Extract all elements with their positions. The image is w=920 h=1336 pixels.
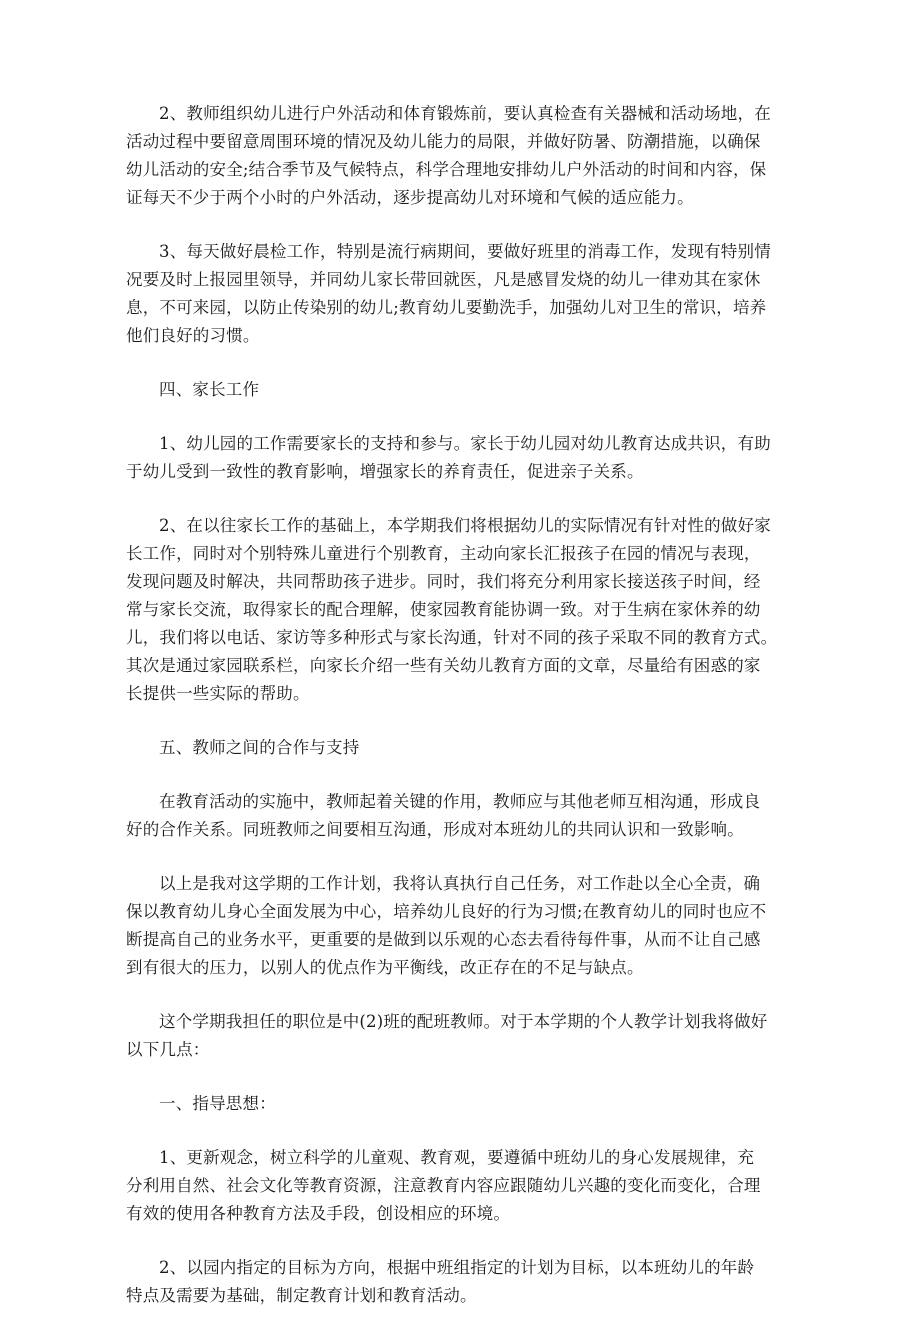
paragraph-line: 于幼儿受到一致性的教育影响，增强家长的养育责任，促进亲子关系。 (126, 462, 644, 481)
paragraph (126, 1144, 796, 1228)
paragraph-line: 息，不可来园，以防止传染别的幼儿;教育幼儿要勤洗手，加强幼儿对卫生的常识，培养 (126, 298, 767, 317)
paragraph-line: 断提高自己的业务水平，更重要的是做到以乐观的心态去看待每件事，从而不让自己感 (126, 930, 761, 949)
paragraph (126, 870, 796, 982)
paragraph-line: 发现问题及时解决，共同帮助孩子进步。同时，我们将充分利用家长接送孩子时间，经 (126, 572, 761, 591)
paragraph-line: 好的合作关系。同班教师之间要相互沟通，形成对本班幼儿的共同认识和一致影响。 (126, 820, 744, 839)
paragraph-line: 长工作，同时对个别特殊儿童进行个别教育，主动向家长汇报孩子在园的情况与表现， (126, 544, 761, 563)
paragraph-line: 证每天不少于两个小时的户外活动，逐步提高幼儿对环境和气候的适应能力。 (126, 188, 694, 207)
paragraph-line: 以上是我对这学期的工作计划，我将认真执行自己任务，对工作赴以全心全责，确 (159, 874, 761, 893)
paragraph (126, 430, 796, 486)
paragraph-line: 以下几点： (126, 1040, 210, 1059)
paragraph-line: 2、以园内指定的目标为方向，根据中班组指定的计划为目标，以本班幼儿的年龄 (159, 1258, 755, 1277)
section-heading: 一、指导思想： (159, 1094, 276, 1113)
paragraph-line: 2、教师组织幼儿进行户外活动和体育锻炼前，要认真检查有关器械和活动场地，在 (159, 104, 771, 123)
paragraph-line: 况要及时上报园里领导，并同幼儿家长带回就医，凡是感冒发烧的幼儿一律劝其在家休 (126, 270, 761, 289)
paragraph-line: 到有很大的压力，以别人的优点作为平衡线，改正存在的不足与缺点。 (126, 958, 644, 977)
paragraph (126, 1008, 796, 1064)
paragraph-line: 幼儿活动的安全;结合季节及气候特点，科学合理地安排幼儿户外活动的时间和内容，保 (126, 160, 767, 179)
paragraph-line: 常与家长交流，取得家长的配合理解，使家园教育能协调一致。对于生病在家休养的幼 (126, 600, 761, 619)
paragraph-line: 在教育活动的实施中，教师起着关键的作用，教师应与其他老师互相沟通，形成良 (159, 792, 761, 811)
paragraph-line: 儿，我们将以电话、家访等多种形式与家长沟通，针对不同的孩子采取不同的教育方式。 (126, 628, 778, 647)
paragraph-line: 特点及需要为基础，制定教育计划和教育活动。 (126, 1286, 477, 1305)
paragraph (126, 788, 796, 844)
paragraph-line: 分利用自然、社会文化等教育资源，注意教育内容应跟随幼儿兴趣的变化而变化，合理 (126, 1176, 761, 1195)
paragraph-line: 活动过程中要留意周围环境的情况及幼儿能力的局限，并做好防暑、防潮措施，以确保 (126, 132, 761, 151)
section-heading: 五、教师之间的合作与支持 (159, 738, 360, 757)
paragraph (126, 512, 796, 708)
paragraph (126, 238, 796, 350)
paragraph-line: 2、在以往家长工作的基础上，本学期我们将根据幼儿的实际情况有针对性的做好家 (159, 516, 771, 535)
paragraph-line: 1、幼儿园的工作需要家长的支持和参与。家长于幼儿园对幼儿教育达成共识，有助 (159, 434, 771, 453)
paragraph-line: 其次是通过家园联系栏，向家长介绍一些有关幼儿教育方面的文章，尽量给有困惑的家 (126, 656, 761, 675)
paragraph-line: 3、每天做好晨检工作，特别是流行病期间，要做好班里的消毒工作，发现有特别情 (159, 242, 771, 261)
section-heading: 四、家长工作 (159, 380, 260, 399)
paragraph-line: 保以教育幼儿身心全面发展为中心，培养幼儿良好的行为习惯;在教育幼儿的同时也应不 (126, 902, 767, 921)
document-body (126, 100, 796, 1336)
paragraph (126, 100, 796, 212)
paragraph (126, 1254, 796, 1310)
paragraph-line: 有效的使用各种教育方法及手段，创设相应的环境。 (126, 1204, 511, 1223)
paragraph-line: 他们良好的习惯。 (126, 326, 260, 345)
paragraph-line: 长提供一些实际的帮助。 (126, 684, 310, 703)
paragraph-line: 1、更新观念，树立科学的儿童观、教育观，要遵循中班幼儿的身心发展规律，充 (159, 1148, 755, 1167)
paragraph-line: 这个学期我担任的职位是中(2)班的配班教师。对于本学期的个人教学计划我将做好 (159, 1012, 768, 1031)
